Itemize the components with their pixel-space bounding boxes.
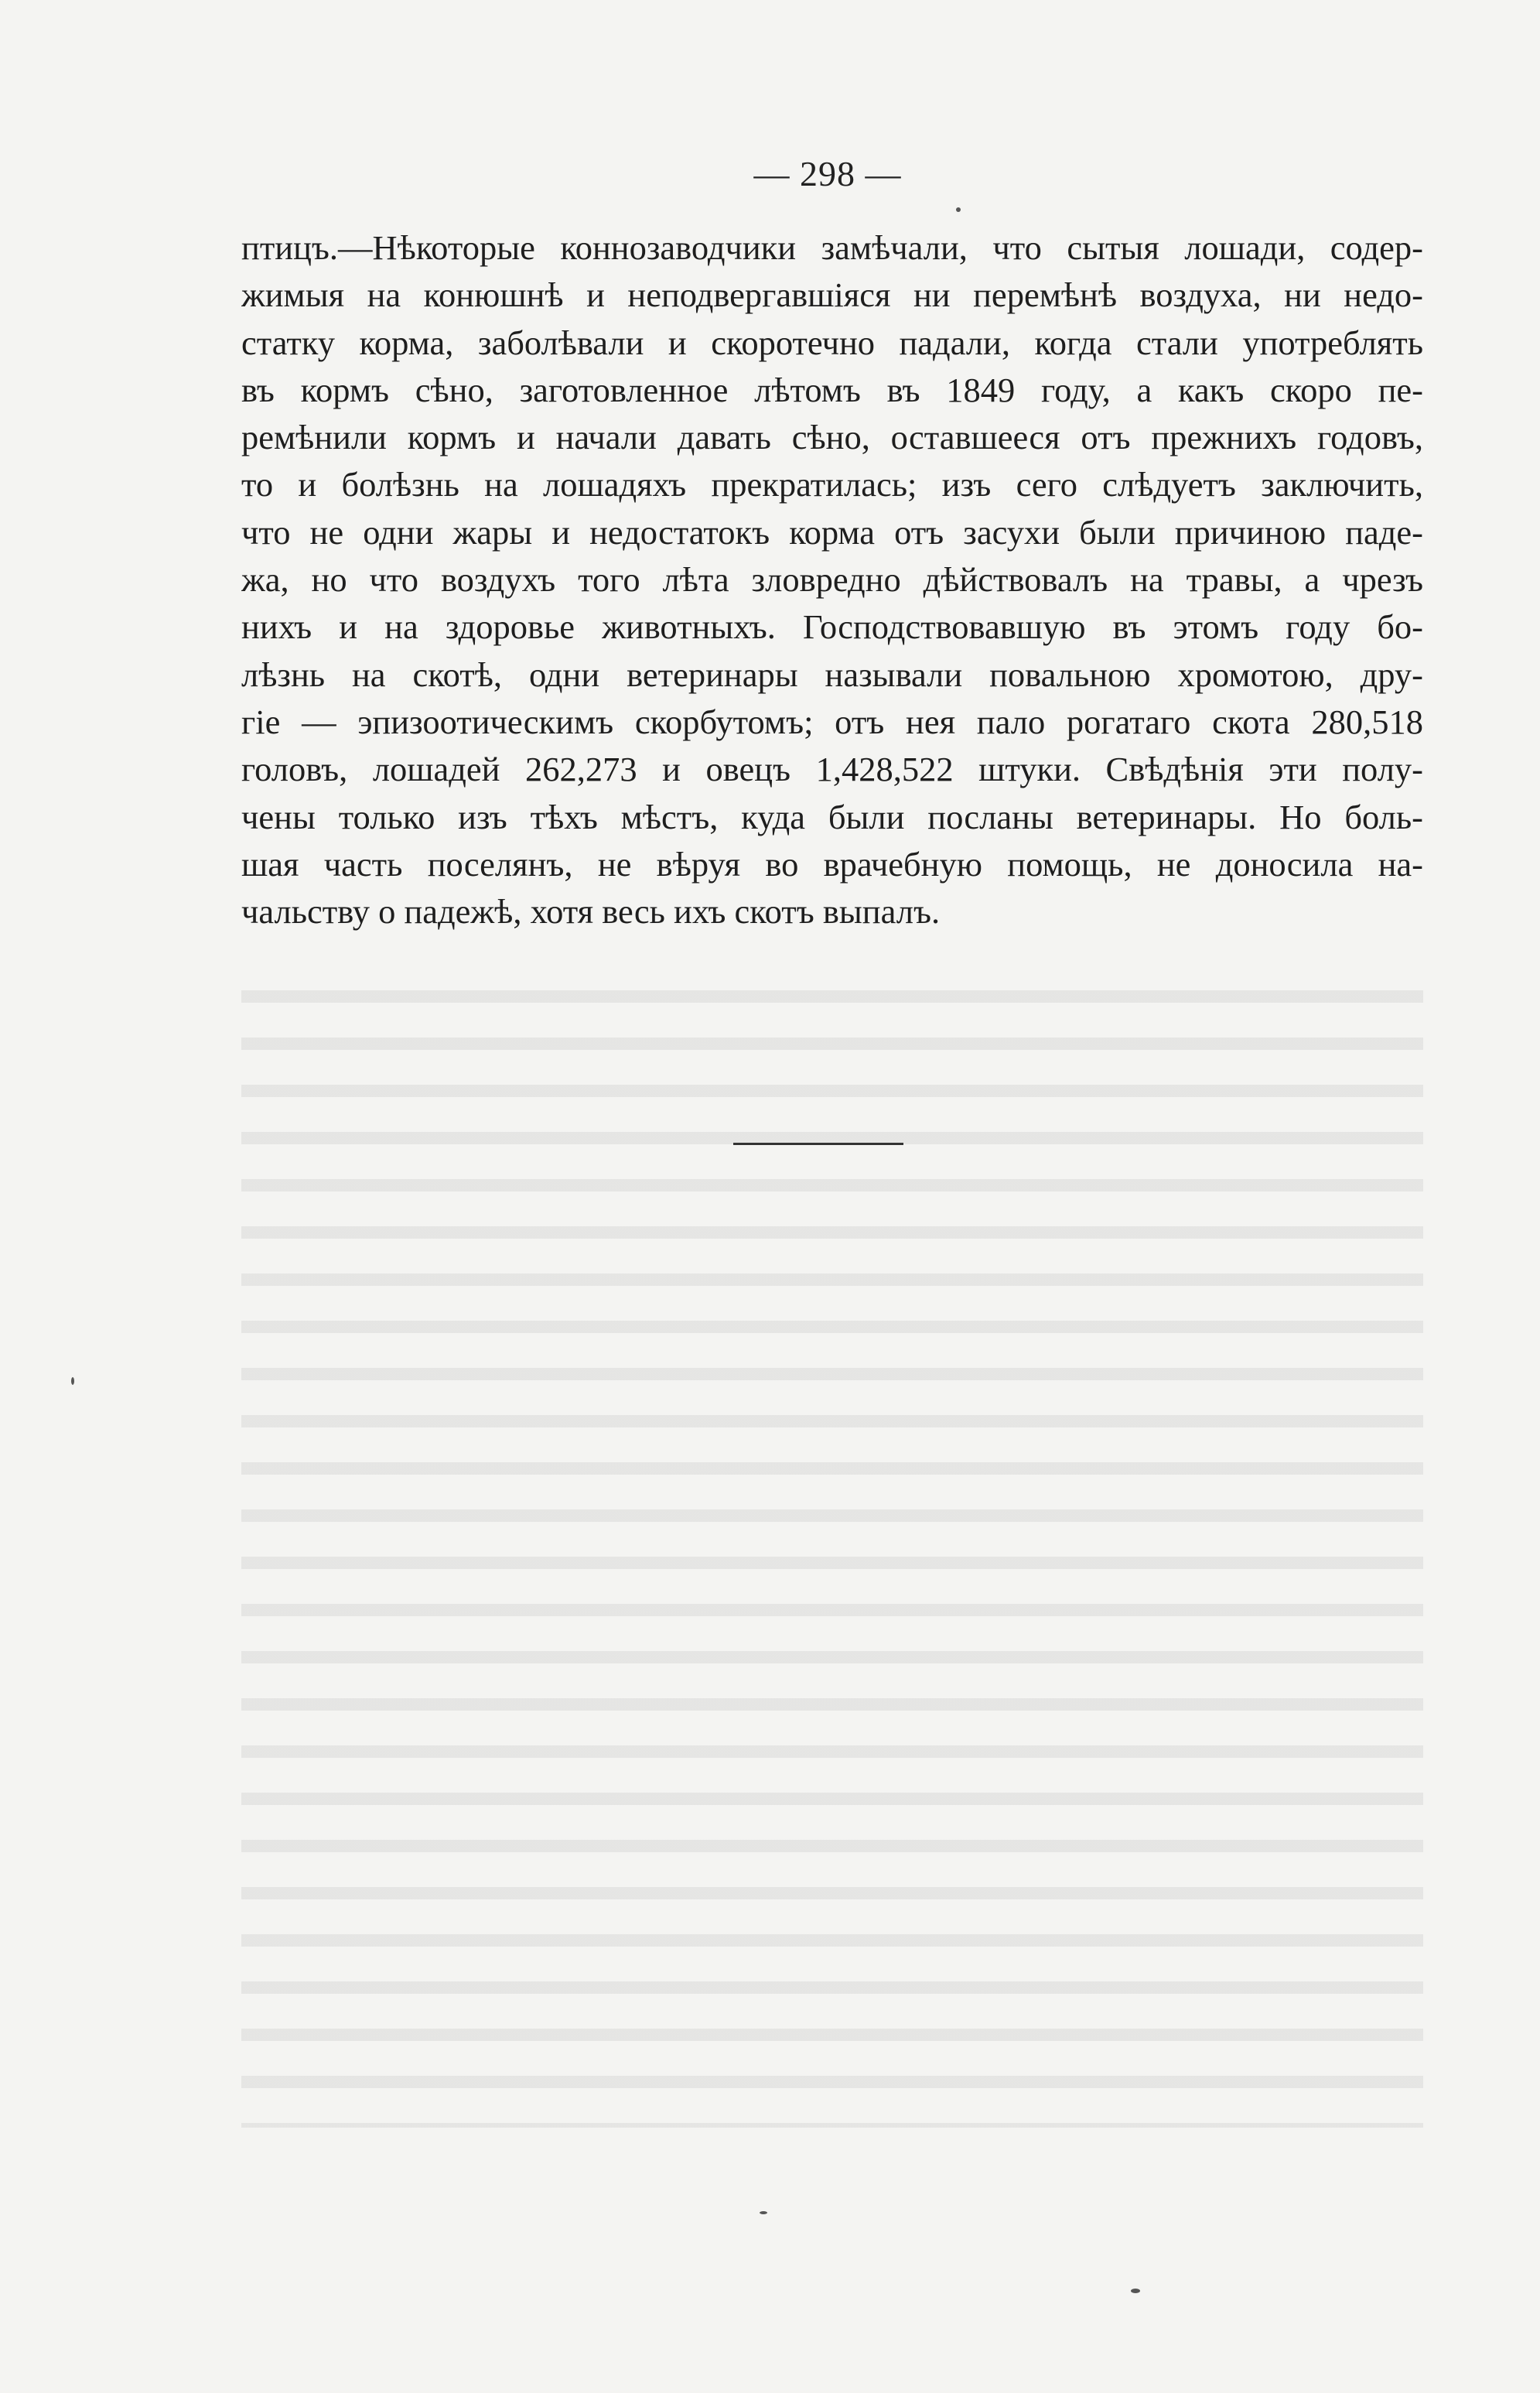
text-line: нихъ и на здоровье животныхъ. Господствовавшую въ этомъ году бо- <box>241 607 1423 647</box>
text-line: чальству о падежѣ, хотя весь ихъ скотъ выпалъ. <box>241 892 941 932</box>
ink-speck <box>71 1377 74 1385</box>
ink-speck <box>956 207 961 212</box>
text-line: шая часть поселянъ, не вѣруя во врачебную помощь, не доносила на- <box>241 844 1423 884</box>
show-through-texture <box>241 967 1423 2128</box>
text-line: жимыя на конюшнѣ и неподвергавшіяся ни перемѣнѣ воздуха, ни недо- <box>241 275 1423 315</box>
text-line: ремѣнили кормъ и начали давать сѣно, оставшееся отъ прежнихъ годовъ, <box>241 418 1423 457</box>
ink-speck <box>760 2211 767 2214</box>
text-line: птицъ.—Нѣкоторые коннозаводчики замѣчали, что сытыя лошади, содер- <box>241 228 1423 267</box>
page-number: — 298 — <box>753 154 902 193</box>
text-line: въ кормъ сѣно, заготовленное лѣтомъ въ 1849 году, а какъ скоро пе- <box>241 370 1423 409</box>
text-line: жа, но что воздухъ того лѣта зловредно дѣйствовалъ на травы, а чрезъ <box>241 560 1423 600</box>
body-text <box>241 224 1423 935</box>
text-line: лѣзнь на скотѣ, одни ветеринары называли повальною хромотою, дру- <box>241 655 1423 694</box>
section-separator <box>733 1143 903 1145</box>
text-line: то и болѣзнь на лошадяхъ прекратилась; изъ сего слѣдуетъ заключить, <box>241 465 1423 504</box>
ink-speck <box>1131 2289 1140 2293</box>
text-line: чены только изъ тѣхъ мѣстъ, куда были посланы ветеринары. Но боль- <box>241 797 1423 836</box>
text-line: статку корма, заболѣвали и скоротечно падали, когда стали употреблять <box>241 323 1423 362</box>
text-line: что не одни жары и недостатокъ корма отъ засухи были причиною паде- <box>241 512 1423 552</box>
text-line: гіе — эпизоотическимъ скорбутомъ; отъ нея пало рогатаго скота 280,518 <box>241 702 1423 741</box>
text-line: головъ, лошадей 262,273 и овецъ 1,428,522 штуки. Свѣдѣнія эти полу- <box>241 750 1423 789</box>
